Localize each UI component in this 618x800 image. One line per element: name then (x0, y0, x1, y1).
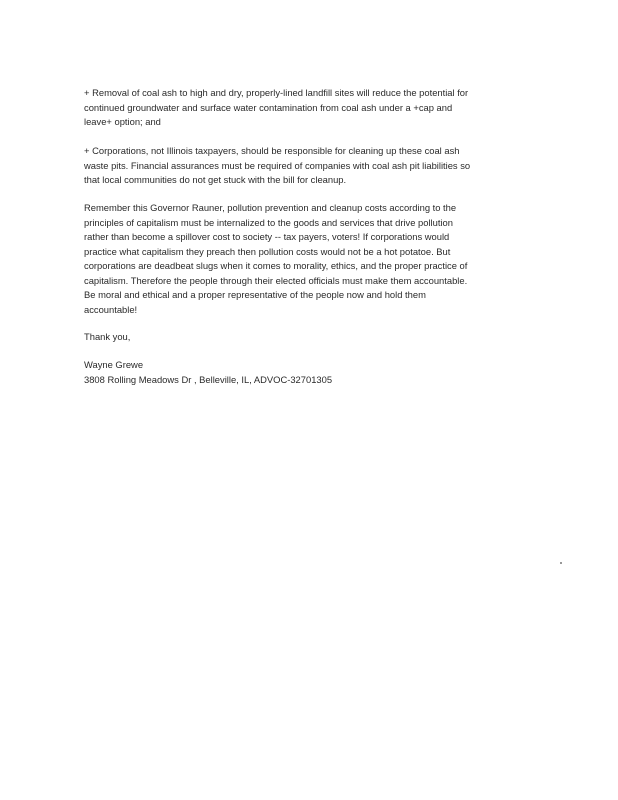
scan-speck (560, 562, 562, 564)
text-line: capitalism. Therefore the people through their elected officials must make them accountable. (84, 274, 468, 286)
closing-salutation (84, 330, 534, 345)
text-line: leave+ option; and (84, 116, 161, 127)
text-line: Be moral and ethical and a proper representative of the people now and hold them (84, 289, 426, 300)
text-line: principles of capitalism must be internalized to the goods and services that drive pollution (84, 216, 453, 228)
text-line: accountable! (84, 303, 138, 315)
signer-address: 3808 Rolling Meadows Dr , Belleville, IL, ADVOC-32701305 (84, 373, 333, 385)
text-line: Remember this Governor Rauner, pollution prevention and cleanup costs according to the (84, 202, 457, 213)
text-line: rather than become a spillover cost to society -- tax payers, voters! If corporations would (84, 231, 450, 242)
paragraph-governor-appeal (84, 201, 534, 317)
text-line: continued groundwater and surface water contamination from coal ash under a +cap and (84, 101, 453, 113)
closing-text: Thank you, (84, 331, 131, 342)
paragraph-coal-ash-removal (84, 86, 534, 130)
signer-name: Wayne Grewe (84, 359, 144, 370)
signature-block (84, 358, 534, 387)
text-line: + Removal of coal ash to high and dry, properly-lined landfill sites will reduce the potential for (84, 87, 469, 98)
text-line: waste pits. Financial assurances must be required of companies with coal ash pit liabilities so (84, 159, 471, 171)
paragraph-corporate-responsibility (84, 144, 534, 188)
text-line: corporations are deadbeat slugs when it comes to morality, ethics, and the proper practice of (84, 260, 468, 271)
text-line: practice what capitalism they preach then pollution costs would not be a hot potatoe. But (84, 245, 451, 257)
text-line: + Corporations, not Illinois taxpayers, should be responsible for cleaning up these coal ash (84, 145, 460, 156)
text-line: that local communities do not get stuck with the bill for cleanup. (84, 174, 347, 185)
